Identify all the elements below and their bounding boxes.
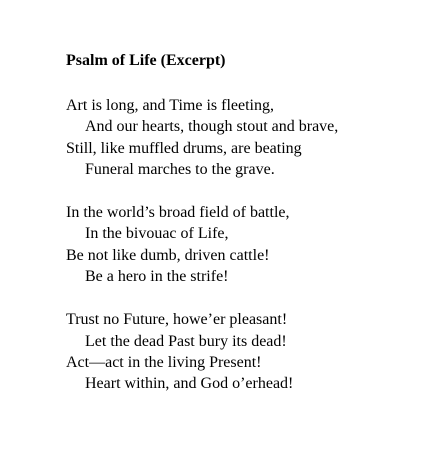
stanza-2	[66, 202, 436, 287]
poem-line: Be not like dumb, driven cattle!	[66, 246, 270, 264]
poem-line: Heart within, and God o’erhead!	[85, 375, 294, 393]
stanza-1	[66, 95, 436, 180]
poem-line: Art is long, and Time is fleeting,	[66, 97, 274, 114]
poem-line: Act—act in the living Present!	[66, 353, 262, 371]
poem-line: Let the dead Past bury its dead!	[85, 332, 287, 350]
poem-line: Still, like muffled drums, are beating	[66, 139, 302, 157]
poem-line: Funeral marches to the grave.	[85, 160, 275, 178]
poem-page	[66, 50, 436, 417]
poem-line: In the world’s broad field of battle,	[66, 204, 290, 222]
poem-line: Be a hero in the strife!	[85, 268, 229, 286]
poem-line: In the bivouac of Life,	[85, 225, 229, 243]
poem-title: Psalm of Life (Excerpt)	[66, 52, 226, 69]
poem-line: And our hearts, though stout and brave,	[85, 118, 339, 136]
stanza-3	[66, 309, 436, 394]
poem-line: Trust no Future, howe’er pleasant!	[66, 311, 288, 329]
